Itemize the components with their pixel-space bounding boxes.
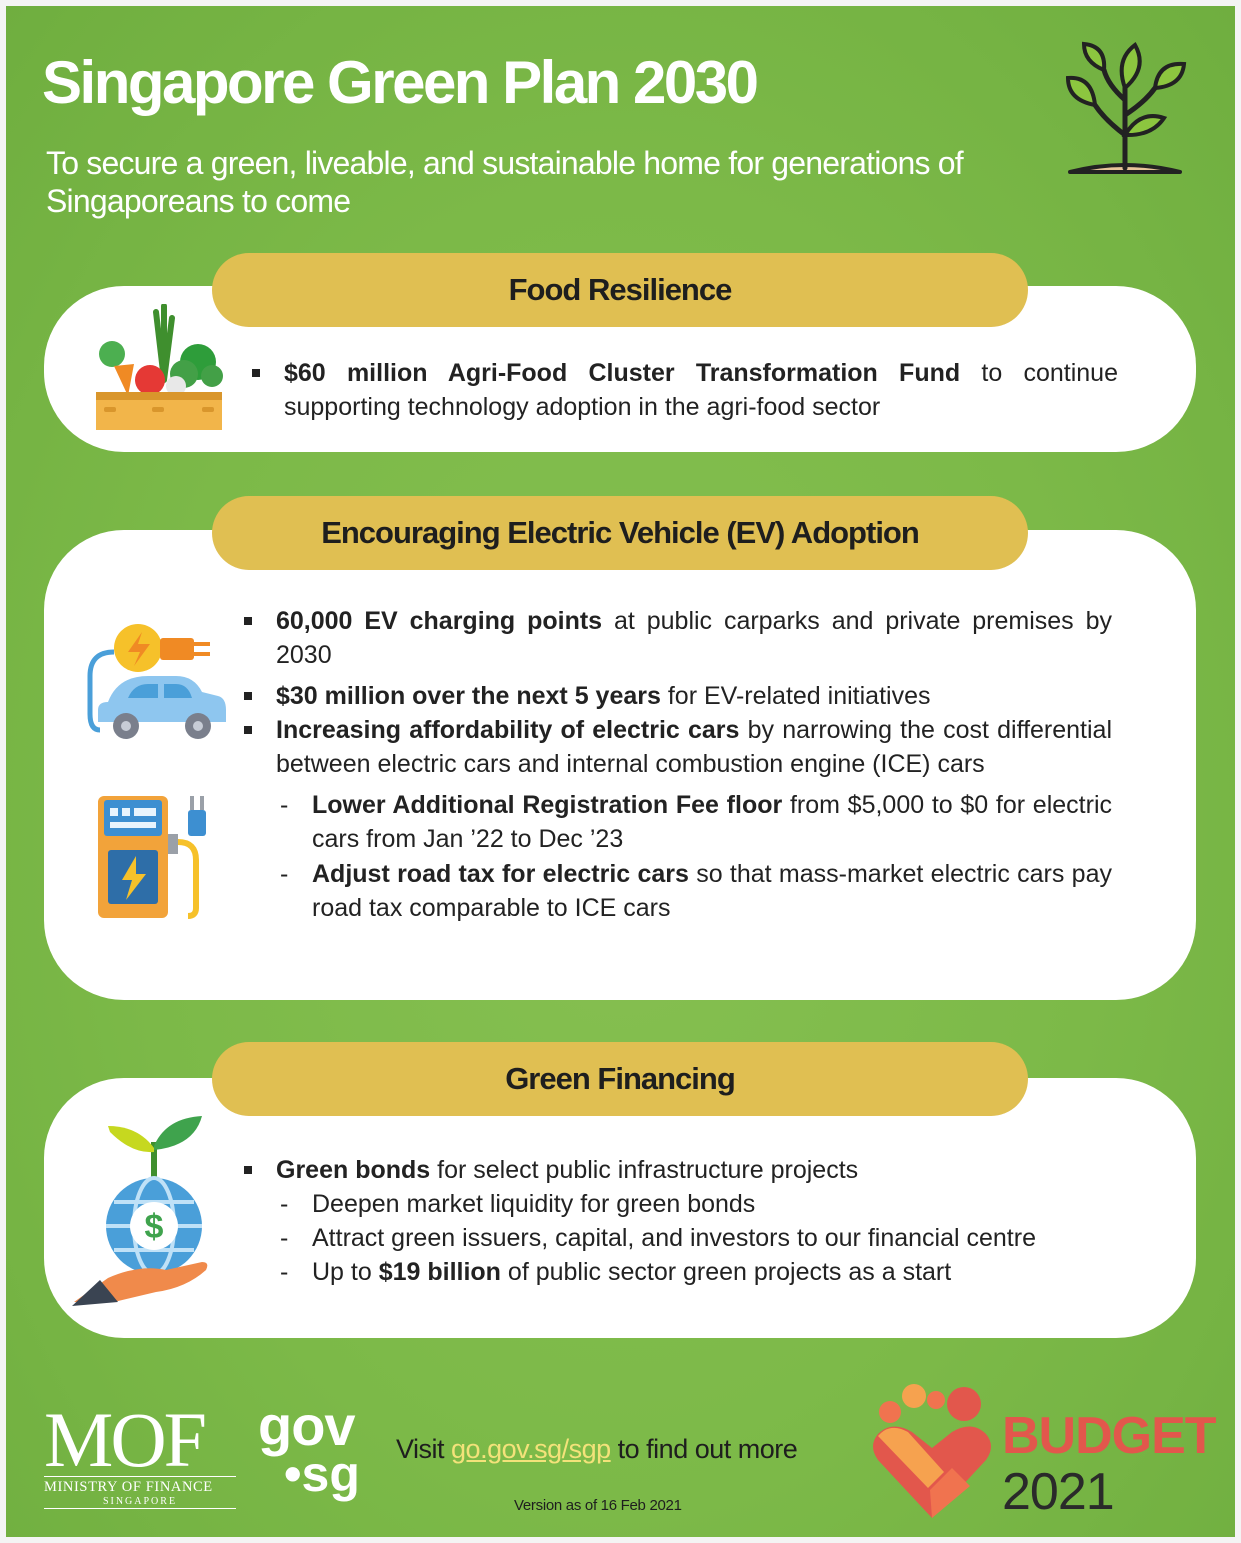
ev-adoption-heading: Encouraging Electric Vehicle (EV) Adoption (212, 496, 1028, 570)
charging-station-icon (96, 790, 214, 920)
sub-list-item: - Lower Additional Registration Fee floor from $5,000 to $0 for electric cars from Jan ’22 to Dec ’23 (240, 788, 1112, 856)
green-financing-heading: Green Financing (212, 1042, 1028, 1116)
footer-visit-text: Visit go.gov.sg/sgp to find out more (396, 1434, 798, 1464)
version-note: Version as of 16 Feb 2021 (514, 1497, 682, 1514)
page-title: Singapore Green Plan 2030 (42, 49, 757, 116)
mof-logo: MOF MINISTRY OF FINANCE SINGAPORE (44, 1404, 236, 1504)
budget-year: 2021 (1002, 1463, 1114, 1521)
ev-adoption-content (240, 604, 1112, 925)
budget-word: BUDGET (1002, 1407, 1216, 1465)
list-item: 60,000 EV charging points at public carparks and private premises by 2030 (240, 604, 1112, 672)
sub-list-item: - Deepen market liquidity for green bonds (240, 1187, 1112, 1221)
list-item: Green bonds for select public infrastructure projects (240, 1153, 1112, 1187)
budget-heart-logo (868, 1382, 998, 1522)
food-resilience-heading: Food Resilience (212, 253, 1028, 327)
vegetable-crate-icon (94, 304, 224, 432)
gov-sg-logo: gov •sg (258, 1394, 360, 1502)
page-subtitle: To secure a green, liveable, and sustainable home for generations of Singaporeans to come (46, 145, 963, 219)
green-financing-content (240, 1153, 1112, 1289)
electric-car-icon (84, 618, 232, 746)
list-item: $30 million over the next 5 years for EV-related initiatives (240, 679, 1112, 713)
list-item: Increasing affordability of electric cars by narrowing the cost differential between electric cars and internal combustion engine (ICE) cars (240, 713, 1112, 781)
sub-list-item: - Attract green issuers, capital, and investors to our financial centre (240, 1221, 1112, 1255)
green-finance-globe-icon (70, 1112, 210, 1308)
plant-icon (1060, 40, 1190, 185)
svg-text:$: $ (144, 1208, 164, 1246)
sgp-link[interactable]: go.gov.sg/sgp (451, 1434, 611, 1464)
list-item: $60 million Agri-Food Cluster Transformation Fund to continue supporting technology adoption in the agri-food sector (248, 356, 1118, 424)
food-resilience-content (248, 356, 1118, 424)
sub-list-item: - Up to $19 billion of public sector green projects as a start (240, 1255, 1112, 1289)
sub-list-item: - Adjust road tax for electric cars so that mass-market electric cars pay road tax comparable to ICE cars (240, 857, 1112, 925)
